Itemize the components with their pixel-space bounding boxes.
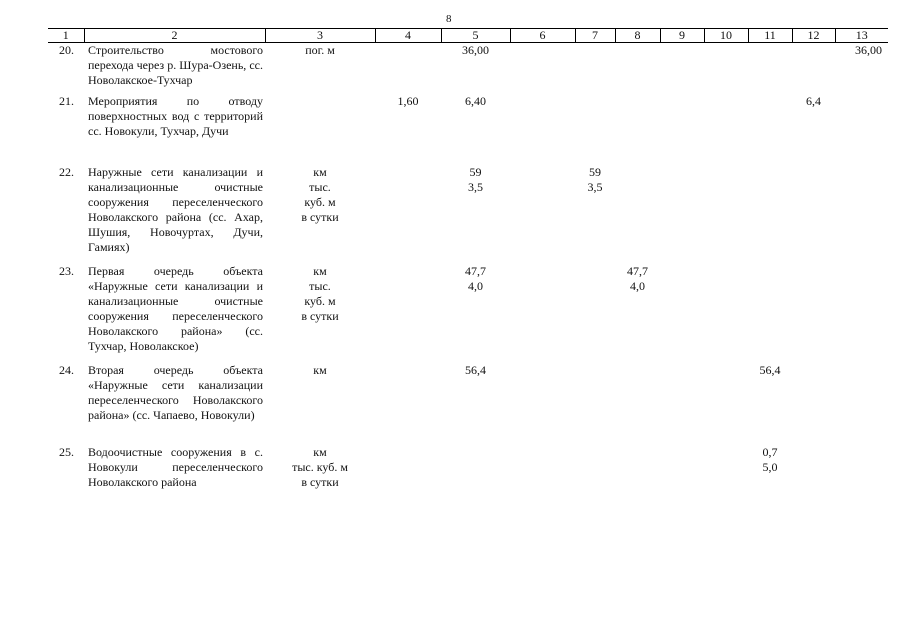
table-row <box>48 445 888 505</box>
row-unit: пог. м <box>305 43 335 57</box>
row-unit <box>265 94 375 165</box>
header-row <box>48 29 888 43</box>
row-value-col4 <box>375 165 441 264</box>
row-value-col8 <box>615 363 660 445</box>
row-value-col5: 47,7 4,0 <box>465 263 486 293</box>
col-header: 5 <box>441 29 510 43</box>
row-name: Водоочистные сооружения в с. Новокули переселенческого Новолакского района <box>88 444 263 489</box>
row-name: Первая очередь объекта «Наружные сети канализации и канализационные очистные сооружения переселенческого Новолакского района» (сс. Тухчар, Новолакское) <box>88 263 263 353</box>
row-value-col4: 1,60 <box>397 93 419 108</box>
row-value-col6 <box>510 445 575 505</box>
row-value-col10 <box>704 94 748 165</box>
row-value-col9 <box>660 43 704 94</box>
row-unit: км <box>313 362 327 377</box>
col-header: 1 <box>48 29 84 43</box>
row-value-col7 <box>575 43 615 94</box>
col-header: 2 <box>84 29 265 43</box>
row-value-col11: 0,7 5,0 <box>762 444 778 474</box>
row-number: 24. <box>59 362 74 377</box>
table-row <box>48 363 888 445</box>
row-value-col6 <box>510 363 575 445</box>
row-value-col7 <box>575 445 615 505</box>
row-value-col4 <box>375 363 441 445</box>
row-value-col8: 47,7 4,0 <box>627 263 648 293</box>
row-number: 22. <box>59 164 74 179</box>
row-value-col9 <box>660 363 704 445</box>
col-header: 13 <box>835 29 888 43</box>
row-value-col5 <box>441 445 510 505</box>
row-value-col11 <box>748 43 792 94</box>
row-number: 23. <box>59 263 74 278</box>
row-value-col9 <box>660 94 704 165</box>
row-unit: км тыс. куб. м в сутки <box>301 164 339 224</box>
row-value-col10 <box>704 165 748 264</box>
col-header: 4 <box>375 29 441 43</box>
row-unit: км тыс. куб. м в сутки <box>301 263 339 323</box>
col-header: 11 <box>748 29 792 43</box>
row-value-col4 <box>375 445 441 505</box>
row-number: 20. <box>59 43 74 57</box>
row-value-col4 <box>375 264 441 363</box>
row-value-col8 <box>615 445 660 505</box>
row-value-col4 <box>375 43 441 94</box>
row-value-col13 <box>835 264 888 363</box>
row-number: 21. <box>59 93 74 108</box>
row-value-col11 <box>748 264 792 363</box>
col-header: 8 <box>615 29 660 43</box>
row-value-col7: 59 3,5 <box>587 164 603 194</box>
page-number: 8 <box>446 13 452 25</box>
row-value-col9 <box>660 165 704 264</box>
row-value-col6 <box>510 165 575 264</box>
table-row <box>48 43 888 94</box>
row-number: 25. <box>59 444 74 459</box>
row-value-col8 <box>615 165 660 264</box>
col-header: 7 <box>575 29 615 43</box>
row-value-col5: 56,4 <box>465 362 486 377</box>
col-header: 9 <box>660 29 704 43</box>
row-value-col13 <box>835 94 888 165</box>
row-value-col8 <box>615 43 660 94</box>
row-value-col5: 59 3,5 <box>468 164 483 194</box>
row-value-col11 <box>748 165 792 264</box>
row-name: Вторая очередь объекта «Наружные сети канализации переселенческого Новолакского района» (сс. Чапаево, Новокули) <box>88 362 263 422</box>
row-value-col10 <box>704 445 748 505</box>
table-row <box>48 94 888 165</box>
row-value-col13 <box>835 165 888 264</box>
row-value-col6 <box>510 43 575 94</box>
document-table <box>48 28 888 505</box>
table-row <box>48 165 888 264</box>
col-header: 3 <box>265 29 375 43</box>
row-value-col10 <box>704 363 748 445</box>
row-name: Наружные сети канализации и канализационные очистные сооружения переселенческого Новолакского района (сс. Ахар, Шушия, Новочуртах, Дучи, Гамиях) <box>88 164 263 254</box>
row-value-col13 <box>835 363 888 445</box>
col-header: 10 <box>704 29 748 43</box>
row-value-col8 <box>615 94 660 165</box>
row-value-col12 <box>792 363 835 445</box>
row-unit: км тыс. куб. м в сутки <box>292 444 348 489</box>
row-value-col9 <box>660 264 704 363</box>
row-value-col7 <box>575 363 615 445</box>
row-value-col12 <box>792 43 835 94</box>
row-value-col12: 6,4 <box>806 93 821 108</box>
table-row <box>48 264 888 363</box>
row-value-col10 <box>704 264 748 363</box>
row-value-col11 <box>748 94 792 165</box>
row-value-col13 <box>835 445 888 505</box>
row-value-col12 <box>792 445 835 505</box>
row-value-col6 <box>510 264 575 363</box>
row-value-col7 <box>575 94 615 165</box>
row-name: Строительство мостового перехода через р. Шура-Озень, сс. Новолакское-Тухчар <box>88 43 263 87</box>
col-header: 6 <box>510 29 575 43</box>
row-value-col6 <box>510 94 575 165</box>
row-value-col12 <box>792 264 835 363</box>
col-header: 12 <box>792 29 835 43</box>
row-value-col10 <box>704 43 748 94</box>
row-value-col5: 6,40 <box>465 93 486 108</box>
row-value-col12 <box>792 165 835 264</box>
row-name: Мероприятия по отводу поверхностных вод с территорий сс. Новокули, Тухчар, Дучи <box>88 93 263 138</box>
row-value-col13: 36,00 <box>855 43 882 57</box>
row-value-col7 <box>575 264 615 363</box>
row-value-col11: 56,4 <box>759 362 781 377</box>
row-value-col9 <box>660 445 704 505</box>
row-value-col5: 36,00 <box>462 43 489 57</box>
